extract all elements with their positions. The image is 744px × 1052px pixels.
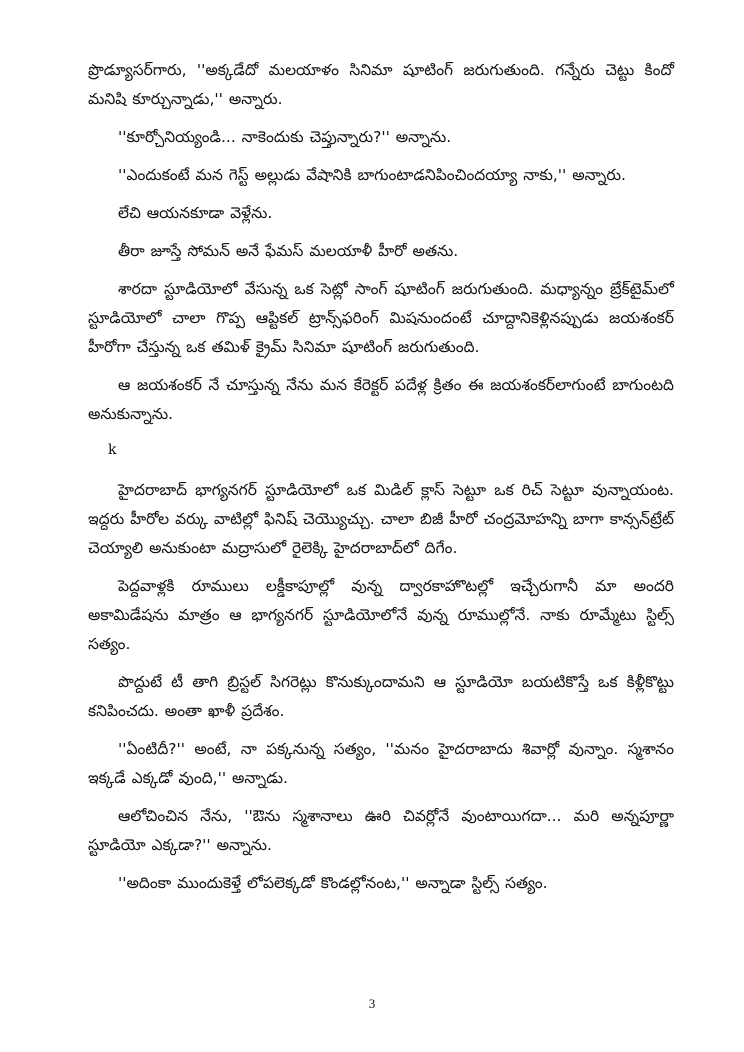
paragraph-7: ఆ జయశంకర్‌ నే చూస్తున్న నేను మన కేరెక్టర్‌ పదేళ్ల క్రితం ఈ జయశంకర్‌లాగుంటే బాగుంటది అనుకున్నాను. <box>88 376 674 423</box>
page-body <box>88 56 674 907</box>
section-break: k <box>108 442 117 458</box>
paragraph-5: తీరా జూస్తే సోమన్‌ అనే ఫేమస్‌ మలయాళీ హీరో అతను. <box>118 242 459 260</box>
paragraph-13: ''అదింకా ముందుకెళ్తే లోపలెక్కడో కొండల్లోనంట,'' అన్నాడా స్టిల్స్‌ సత్యం. <box>118 874 548 892</box>
paragraph-6: శారదా స్టూడియోలో వేసున్న ఒక సెట్లో సాంగ్‌ షూటింగ్‌ జరుగుతుంది. మధ్యాన్నం బ్రేక్‌టైమ్‌లో స్టూడియోలో చాలా గొప్ప ఆప్టికల్‌ ట్రాన్స్‌ఫరింగ్‌ మిషనుందంటే చూద్దానికెళ్లినప్పుడు జయశంకర్‌ హీరోగా చేస్తున్న ఒక తమిళ్‌ క్రైమ్‌ సినిమా షూటింగ్‌ జరుగుతుంది. <box>88 280 674 356</box>
paragraph-4: లేచి ఆయనకూడా వెళ్లేను. <box>118 204 273 222</box>
paragraph-2: ''కూర్చోనియ్యండి... నాకెందుకు చెప్తున్నారు?'' అన్నాను. <box>118 128 452 146</box>
paragraph-3: ''ఎందుకంటే మన గెస్ట్‌ అల్లుడు వేషానికి బాగుంటాడనిపించిందయ్యా నాకు,'' అన్నారు. <box>118 166 626 184</box>
paragraph-8: హైదరాబాద్‌ భాగ్యనగర్‌ స్టూడియోలో ఒక మిడిల్‌ క్లాస్‌ సెట్టూ ఒక రిచ్‌ సెట్టూ వున్నాయంట. ఇద్దరు హీరోల వర్కు వాటిల్లో ఫినిష్‌ చెయ్యొచ్చు. చాలా బిజీ హీరో చంద్రమోహన్ని బాగా కాన్సన్‌ట్రేట్‌ చెయ్యాలి అనుకుంటా మద్రాసులో రైలెక్కి హైదరాబాద్‌లో దిగేం. <box>88 481 674 557</box>
paragraph-12: ఆలోచించిన నేను, ''ఔను స్మశానాలు ఊరి చివర్లోనే వుంటాయిగదా... మరి అన్నపూర్ణా స్టూడియో ఎక్కడా?'' అన్నాను. <box>88 807 674 854</box>
paragraph-9: పెద్దవాళ్లకి రూములు లక్డీకాపూల్లో వున్న ద్వారకాహొటల్లో ఇచ్చేరుగానీ మా అందరి అకామిడేషను మాత్రం ఆ భాగ్యనగర్‌ స్టూడియోలోనే వున్న రూముల్లోనే. నాకు రూమ్మేటు స్టిల్స్‌ సత్యం. <box>88 577 674 653</box>
paragraph-11: ''ఏంటిదీ?'' అంటే, నా పక్కనున్న సత్యం, ''మనం హైదరాబాదు శివార్లో వున్నాం. స్మశానం ఇక్కడే ఎక్కడో వుంది,'' అన్నాడు. <box>88 740 674 787</box>
paragraph-1: ప్రొడ్యూసర్‌గారు, ''అక్కడేదో మలయాళం సినిమా షూటింగ్‌ జరుగుతుంది. గన్నేరు చెట్టు కిందో మనిషి కూర్చున్నాడు,'' అన్నారు. <box>88 61 674 108</box>
page-number: 3 <box>368 996 376 1011</box>
paragraph-10: పొద్దుటే టీ తాగి బ్రిస్టల్‌ సిగరెట్లు కొనుక్కుందామని ఆ స్టూడియో బయటికొస్తే ఒక కిళ్లీకొట్టు కనిపించదు. అంతా ఖాళీ ప్రదేశం. <box>88 673 674 720</box>
